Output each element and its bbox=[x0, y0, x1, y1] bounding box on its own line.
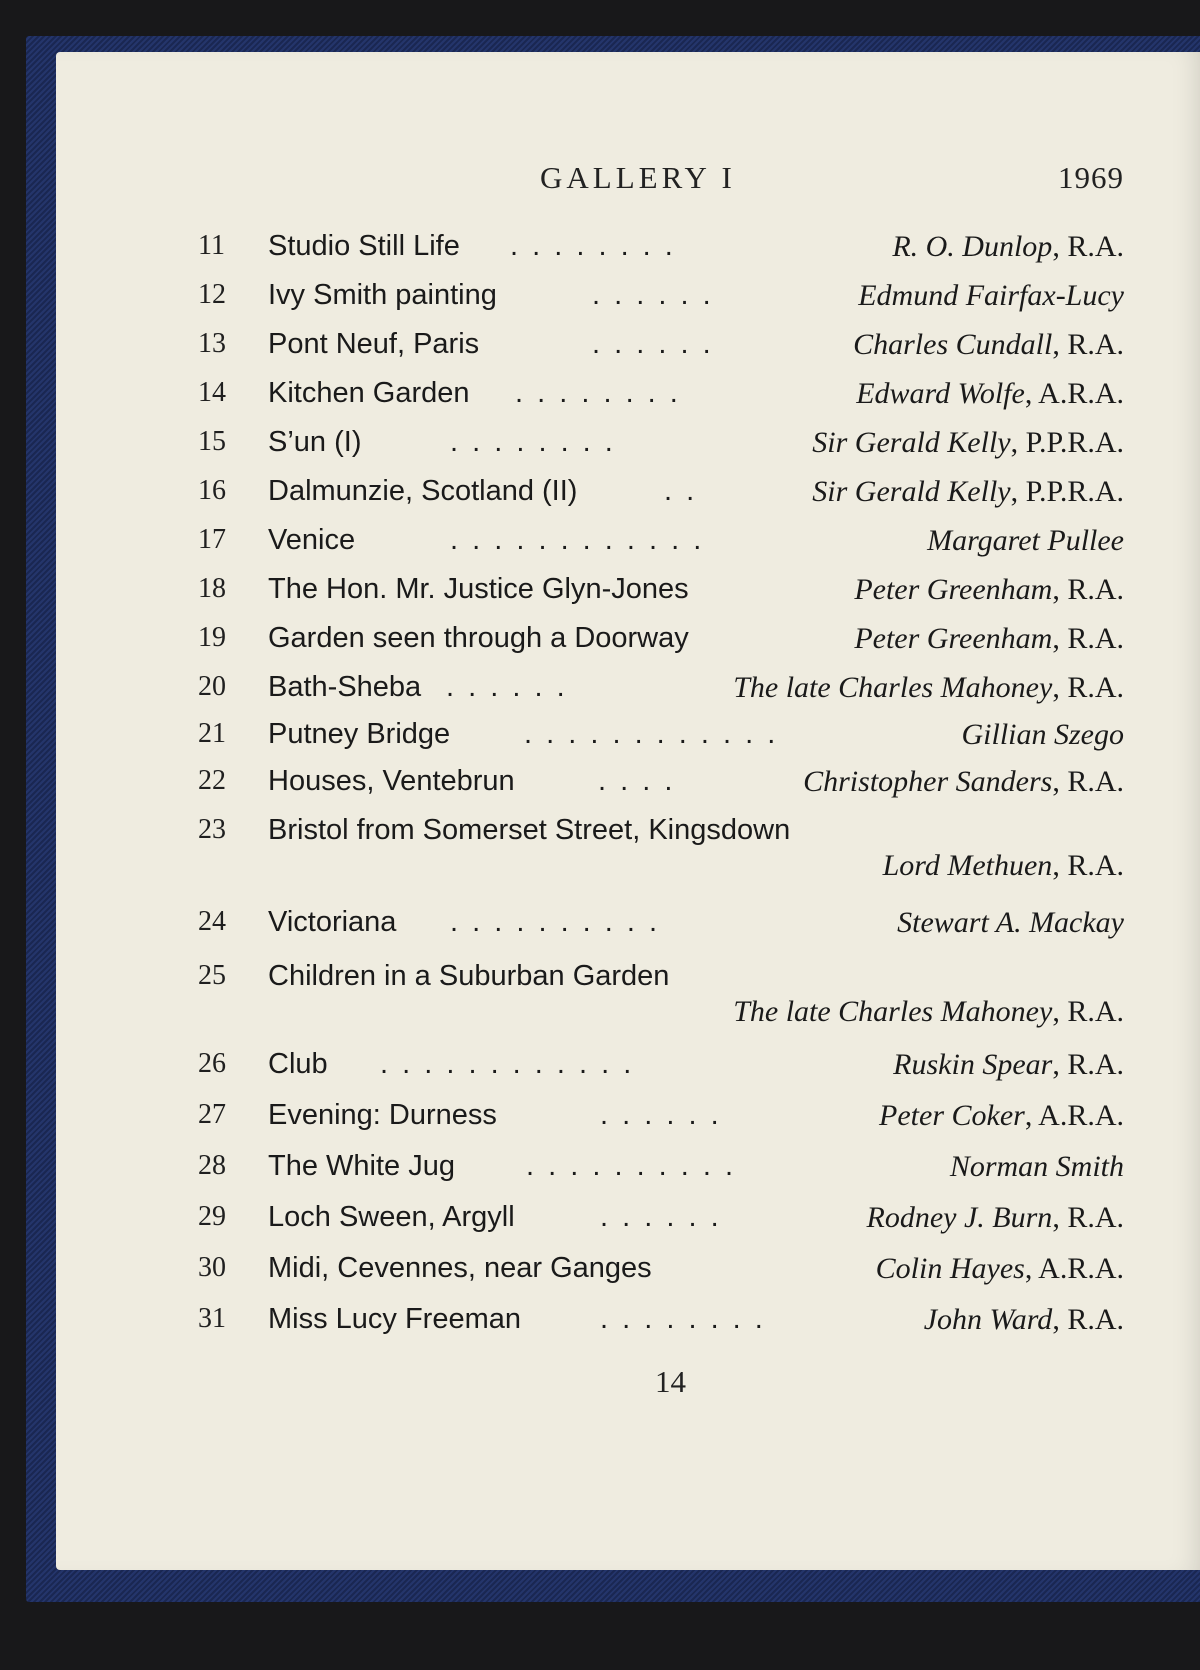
artist-honours: , R.A. bbox=[1052, 573, 1124, 606]
artist-honours: , R.A. bbox=[1052, 849, 1124, 882]
entry-title: Putney Bridge bbox=[268, 718, 451, 750]
entry-artist bbox=[853, 328, 1124, 362]
entry-number: 30 bbox=[198, 1252, 226, 1283]
entry-artist bbox=[897, 906, 1124, 940]
artist-honours: , P.P.R.A. bbox=[1010, 475, 1124, 508]
artist-honours: , A.R.A. bbox=[1024, 377, 1124, 410]
artist-honours: , R.A. bbox=[1052, 1201, 1124, 1234]
entry-number: 31 bbox=[198, 1303, 226, 1334]
artist-honours: , R.A. bbox=[1052, 995, 1124, 1028]
entry-artist bbox=[733, 995, 1124, 1029]
entry-artist bbox=[950, 1150, 1124, 1184]
dot-leader: . . . . . . bbox=[600, 1201, 722, 1233]
entry-artist bbox=[867, 1201, 1124, 1235]
entry-number: 13 bbox=[198, 328, 226, 359]
entry-title: Club bbox=[268, 1048, 328, 1080]
artist-honours: , A.R.A. bbox=[1024, 1252, 1124, 1285]
entry-number: 18 bbox=[198, 573, 226, 604]
entry-artist bbox=[927, 524, 1124, 558]
entry-number: 21 bbox=[198, 718, 226, 749]
entry-title: Garden seen through a Doorway bbox=[268, 622, 689, 654]
page-number: 14 bbox=[655, 1364, 686, 1399]
artist-honours: , P.P.R.A. bbox=[1010, 426, 1124, 459]
entry-title: Pont Neuf, Paris bbox=[268, 328, 480, 360]
entry-title: Kitchen Garden bbox=[268, 377, 470, 409]
entry-number: 25 bbox=[198, 960, 226, 991]
artist-name: Christopher Sanders bbox=[803, 765, 1053, 798]
page-year: 1969 bbox=[1058, 160, 1124, 195]
artist-name: Peter Greenham bbox=[854, 573, 1053, 606]
entry-artist bbox=[883, 849, 1124, 883]
entry-artist bbox=[879, 1099, 1124, 1133]
entry-artist bbox=[876, 1252, 1124, 1286]
artist-name: Lord Methuen bbox=[882, 849, 1053, 882]
entry-number: 26 bbox=[198, 1048, 226, 1079]
dot-leader: . . . . . . . . bbox=[600, 1303, 766, 1335]
dot-leader: . . . . . . . . . . bbox=[526, 1150, 737, 1182]
dot-leader: . . . . . . . . . . . . bbox=[450, 524, 705, 556]
artist-name: Peter Greenham bbox=[854, 622, 1053, 655]
entry-number: 20 bbox=[198, 671, 226, 702]
entry-number: 14 bbox=[198, 377, 226, 408]
artist-name: John Ward bbox=[923, 1303, 1053, 1336]
page-title: GALLERY I bbox=[540, 160, 736, 195]
artist-name: The late Charles Mahoney bbox=[733, 671, 1053, 704]
entry-number: 28 bbox=[198, 1150, 226, 1181]
artist-name: Stewart A. Mackay bbox=[897, 906, 1124, 939]
dot-leader: . . . . . . . . . . bbox=[450, 906, 661, 938]
entry-number: 15 bbox=[198, 426, 226, 457]
artist-name: Ruskin Spear bbox=[893, 1048, 1053, 1081]
entry-artist bbox=[803, 765, 1124, 799]
entry-title: Evening: Durness bbox=[268, 1099, 497, 1131]
entry-title: The Hon. Mr. Justice Glyn-Jones bbox=[268, 573, 689, 605]
entry-artist bbox=[858, 279, 1124, 313]
entry-artist bbox=[812, 475, 1124, 509]
entry-artist bbox=[892, 230, 1124, 264]
entry-title: Midi, Cevennes, near Ganges bbox=[268, 1252, 652, 1284]
artist-name: R. O. Dunlop bbox=[892, 230, 1053, 263]
artist-honours: , R.A. bbox=[1052, 765, 1124, 798]
entry-title: Studio Still Life bbox=[268, 230, 460, 262]
entry-number: 27 bbox=[198, 1099, 226, 1130]
dot-leader: . . . . . . . . bbox=[515, 377, 681, 409]
entry-artist bbox=[812, 426, 1124, 460]
dot-leader: . . . . . . bbox=[592, 328, 714, 360]
artist-honours: , R.A. bbox=[1052, 1303, 1124, 1336]
dot-leader: . . . . . . . . . . . . bbox=[524, 718, 779, 750]
entry-artist bbox=[856, 377, 1124, 411]
dot-leader: . . . . . . . . . . . . bbox=[380, 1048, 635, 1080]
entry-title: The White Jug bbox=[268, 1150, 455, 1182]
dot-leader: . . . . . . . . bbox=[510, 230, 676, 262]
artist-name: Norman Smith bbox=[949, 1150, 1124, 1183]
entry-artist bbox=[893, 1048, 1124, 1082]
artist-honours: , R.A. bbox=[1052, 622, 1124, 655]
dot-leader: . . . . . . bbox=[600, 1099, 722, 1131]
artist-name: Charles Cundall bbox=[853, 328, 1053, 361]
dot-leader: . . . . . . . . bbox=[450, 426, 616, 458]
artist-name: Edmund Fairfax-Lucy bbox=[858, 279, 1124, 312]
dot-leader: . . . . . . bbox=[592, 279, 714, 311]
entry-title: Dalmunzie, Scotland (II) bbox=[268, 475, 578, 507]
entry-artist bbox=[733, 671, 1124, 705]
entry-title: Venice bbox=[268, 524, 356, 556]
entry-title: Loch Sween, Argyll bbox=[268, 1201, 515, 1233]
entry-title: S’un (I) bbox=[268, 426, 362, 458]
entry-number: 11 bbox=[198, 230, 225, 261]
entry-number: 19 bbox=[198, 622, 226, 653]
dot-leader: . . . . bbox=[598, 765, 676, 797]
artist-honours: , R.A. bbox=[1052, 671, 1124, 704]
artist-name: Gillian Szego bbox=[961, 718, 1124, 751]
entry-title: Houses, Ventebrun bbox=[268, 765, 515, 797]
artist-name: Margaret Pullee bbox=[927, 524, 1124, 557]
artist-honours: , R.A. bbox=[1052, 328, 1124, 361]
artist-name: Peter Coker bbox=[879, 1099, 1025, 1132]
dot-leader: . . bbox=[664, 475, 698, 507]
artist-name: Colin Hayes bbox=[875, 1252, 1025, 1285]
artist-name: Sir Gerald Kelly bbox=[812, 426, 1011, 459]
artist-name: Rodney J. Burn bbox=[866, 1201, 1053, 1234]
entry-number: 17 bbox=[198, 524, 226, 555]
entry-title: Bath-Sheba bbox=[268, 671, 422, 703]
artist-honours: , R.A. bbox=[1052, 230, 1124, 263]
entry-title: Bristol from Somerset Street, Kingsdown bbox=[268, 814, 791, 846]
entry-title: Children in a Suburban Garden bbox=[268, 960, 670, 992]
entry-number: 29 bbox=[198, 1201, 226, 1232]
entry-number: 22 bbox=[198, 765, 226, 796]
artist-name: Edward Wolfe bbox=[856, 377, 1025, 410]
entry-artist bbox=[854, 573, 1124, 607]
artist-honours: , R.A. bbox=[1052, 1048, 1124, 1081]
entry-artist bbox=[962, 718, 1125, 752]
entry-number: 24 bbox=[198, 906, 226, 937]
artist-name: Sir Gerald Kelly bbox=[812, 475, 1011, 508]
dot-leader: . . . . . . bbox=[446, 671, 568, 703]
artist-honours: , A.R.A. bbox=[1024, 1099, 1124, 1132]
entry-title: Ivy Smith painting bbox=[268, 279, 497, 311]
entry-number: 16 bbox=[198, 475, 226, 506]
entry-title: Victoriana bbox=[268, 906, 397, 938]
entry-artist bbox=[924, 1303, 1124, 1337]
entry-artist bbox=[854, 622, 1124, 656]
entry-number: 23 bbox=[198, 814, 226, 845]
artist-name: The late Charles Mahoney bbox=[733, 995, 1053, 1028]
entry-title: Miss Lucy Freeman bbox=[268, 1303, 522, 1335]
entry-number: 12 bbox=[198, 279, 226, 310]
